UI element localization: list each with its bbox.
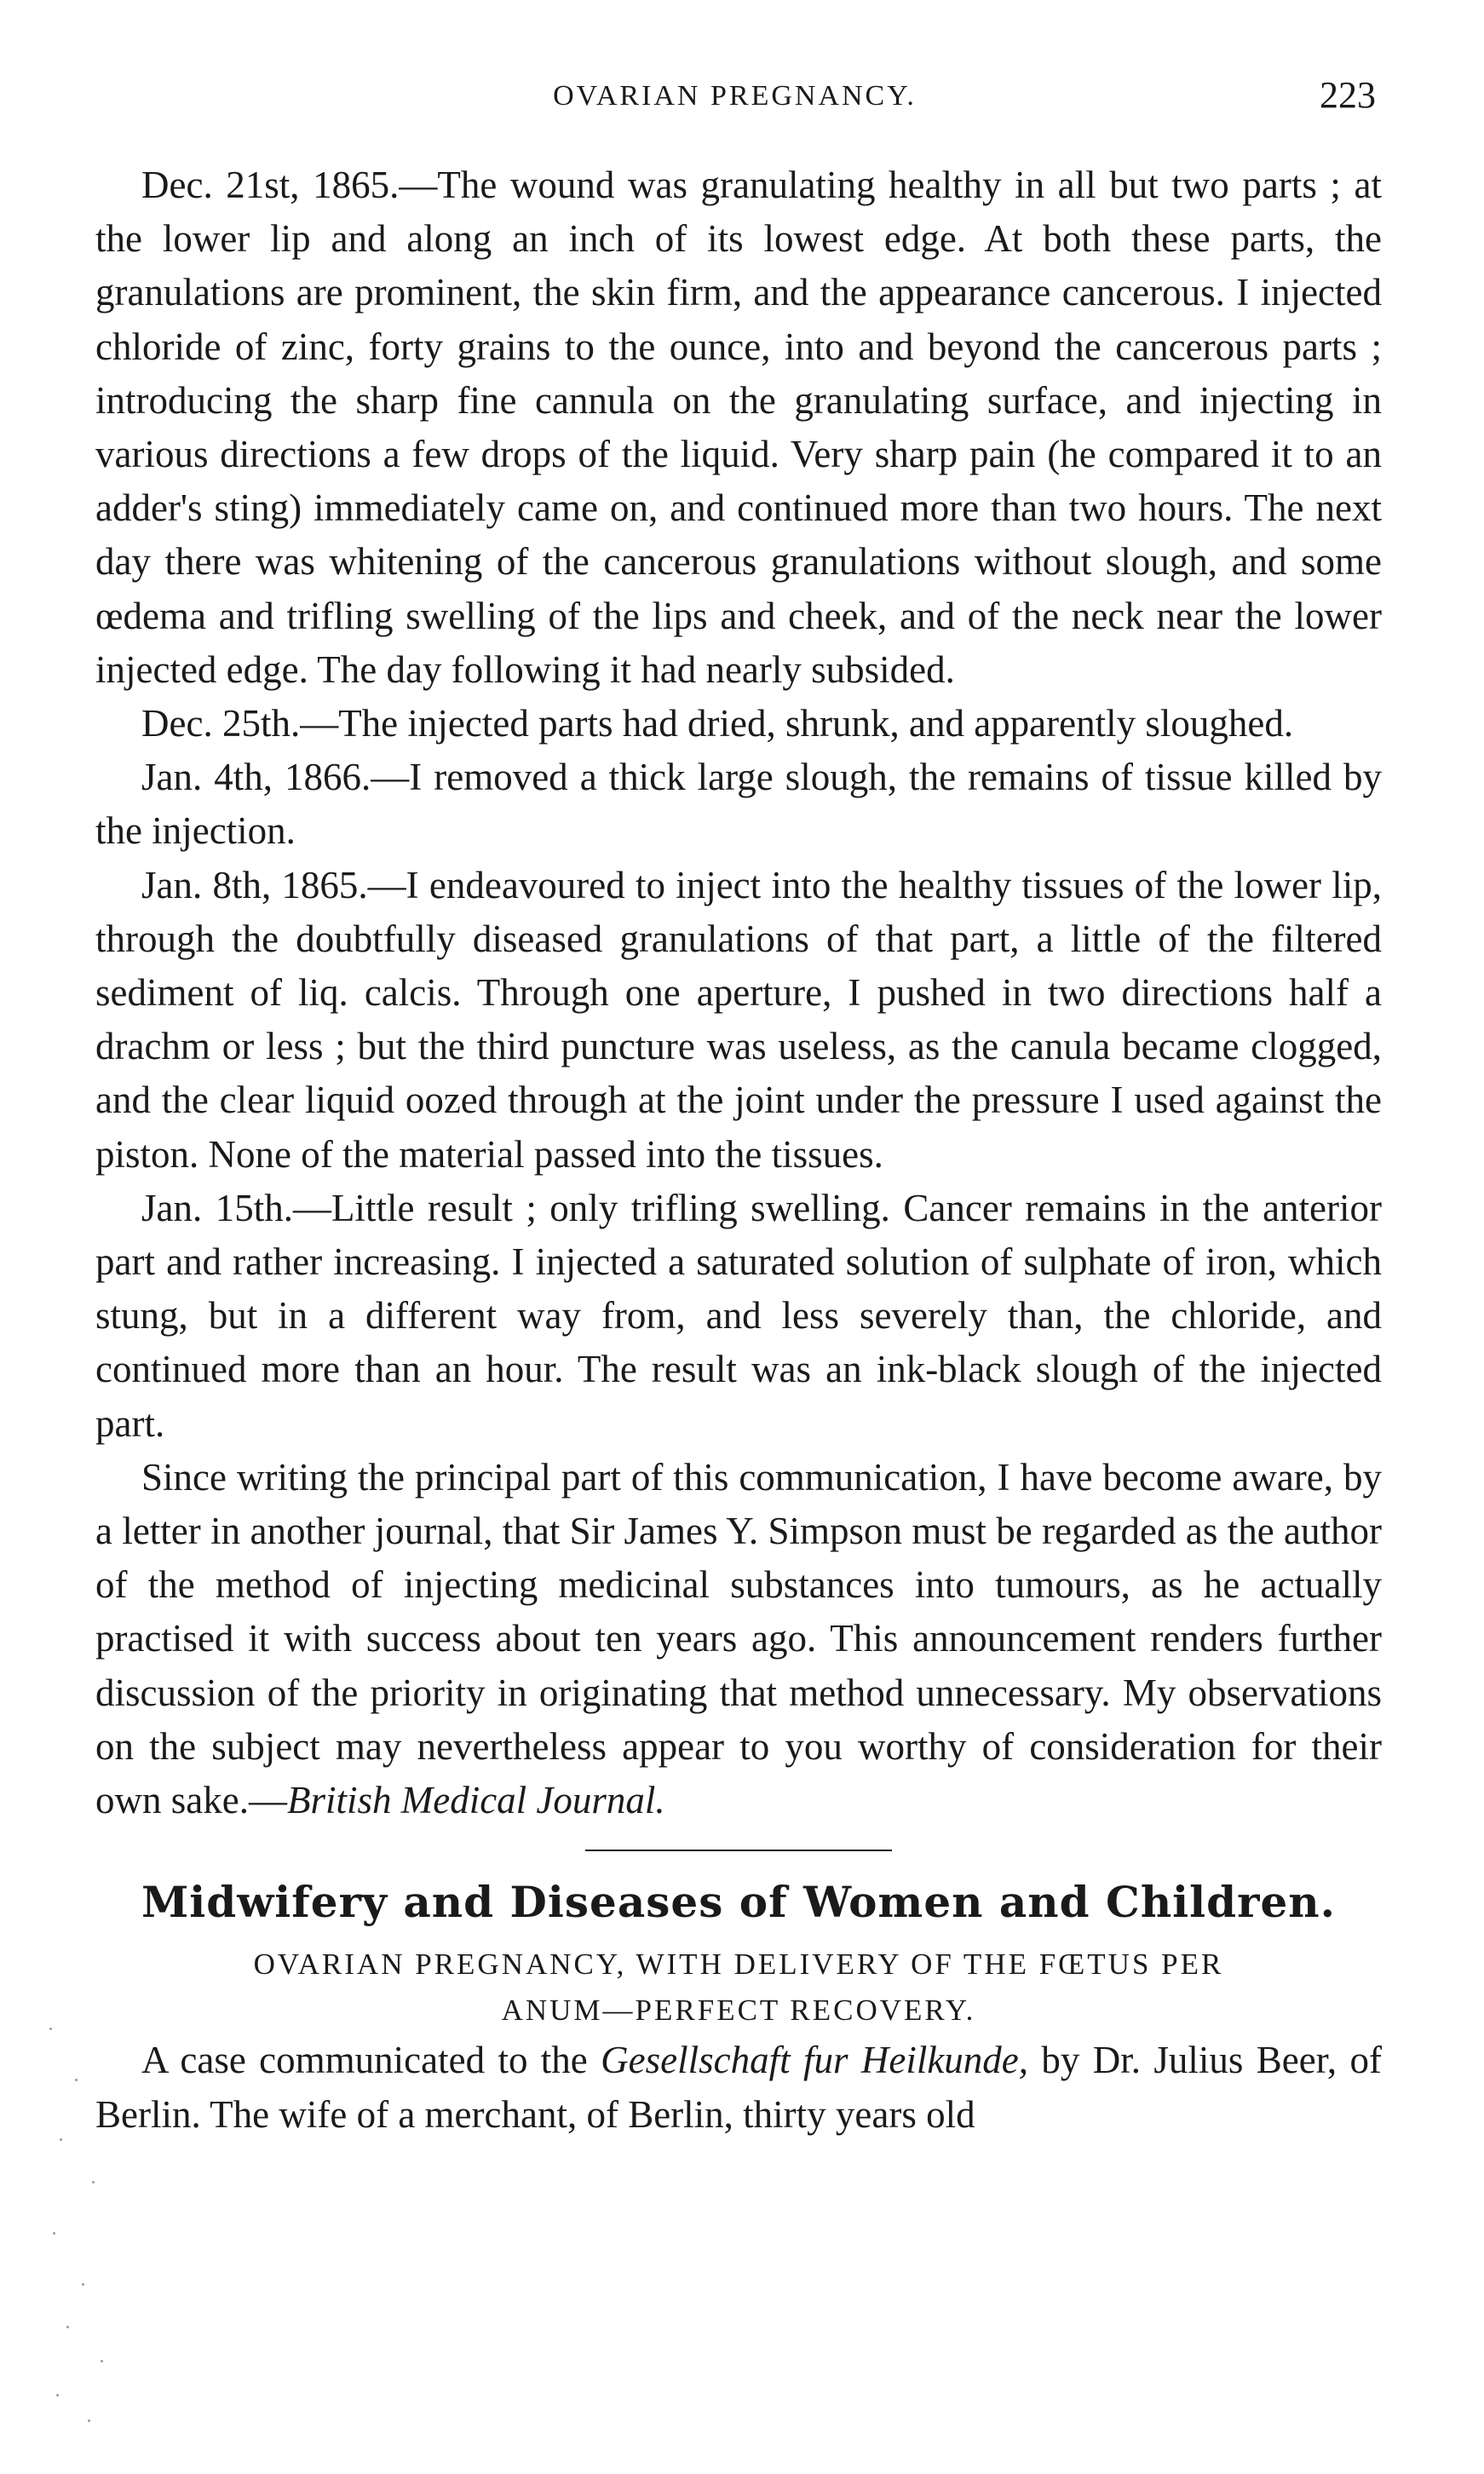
body-text [95,158,1382,2142]
postscript-end: sake.— [170,1779,287,1822]
margin-specks [41,2002,118,2445]
page-number: 223 [1320,74,1376,116]
opening-text-before: A case communicated to the [141,2039,601,2082]
paragraph-jan-15: Jan. 15th.—Little result ; only trifling swelling. Cancer remains in the anterior part and rather increasing. I injected a saturated solution of sulphate of iron, which stung, but in a different way from, and less severely than, the chloride, and continued more than an hour. The result was an ink-black slough of the injected part. [95,1186,1382,1445]
postscript-text: Since writing the principal part of this communication, I have become aware, by a letter in another journal, that Sir James Y. Simpson must be regarded as the author of the method of injecting medicinal substances into tumours, as he actually practised it with success about ten years ago. This announcement renders further discussion of the priority in originating that method unnecessary. My observations on the subject may nevertheless appear to you worthy of consideration for their own [95,1455,1382,1822]
running-title: OVARIAN PREGNANCY. [553,80,917,112]
paragraph-case-opening [95,2034,1382,2141]
section-divider [585,1850,892,1851]
article-title-line-2: ANUM—PERFECT RECOVERY. [501,1994,976,2028]
journal-name: Gesellschaft fur Heilkunde, [601,2039,1029,2082]
source-citation: British Medical Journal. [286,1779,665,1822]
paragraph-dec-21: Dec. 21st, 1865.—The wound was granulating healthy in all but two parts ; at the lower lip and along an inch of its lowest edge. At both these parts, the granulations are prominent, the skin firm, and the appearance cancerous. I injected chloride of zinc, forty grains to the ounce, into and beyond the cancerous parts ; introducing the sharp fine cannula on the granulating surface, and injecting in various directions a few drops of the liquid. Very sharp pain (he compared it to an adder's sting) immediately came on, and continued more than two hours. The next day there was whitening of the cancerous granulations without slough, and some œdema and trifling swelling of the lips and cheek, and of the neck near the lower injected edge. The day following it had nearly subsided. [95,164,1382,691]
paragraph-postscript [95,1451,1382,1827]
section-title: Midwifery and Diseases of Women and Children. [141,1877,1337,1928]
running-head [94,73,1376,124]
article-title-line-1: OVARIAN PREGNANCY, WITH DELIVERY OF THE FŒTUS PER [253,1948,1224,1982]
opening-text-after: by Dr. Julius Beer, of Berlin. The wife of a merchant, of Berlin, thirty years old [95,2039,1383,2136]
paragraph-jan-8: Jan. 8th, 1865.—I endeavoured to inject into the healthy tissues of the lower lip, through the doubtfully diseased granulations of that part, a little of the filtered sediment of liq. calcis. Through one aperture, I pushed in two directions half a drachm or less ; but the third puncture was useless, as the canula became clogged, and the clear liquid oozed through at the joint under the pressure I used against the piston. None of the material passed into the tissues. [95,863,1382,1176]
paragraph-jan-4: Jan. 4th, 1866.—I removed a thick large slough, the remains of tissue killed by the injection. [95,756,1382,853]
paragraph-dec-25: Dec. 25th.—The injected parts had dried, shrunk, and apparently sloughed. [141,702,1294,745]
